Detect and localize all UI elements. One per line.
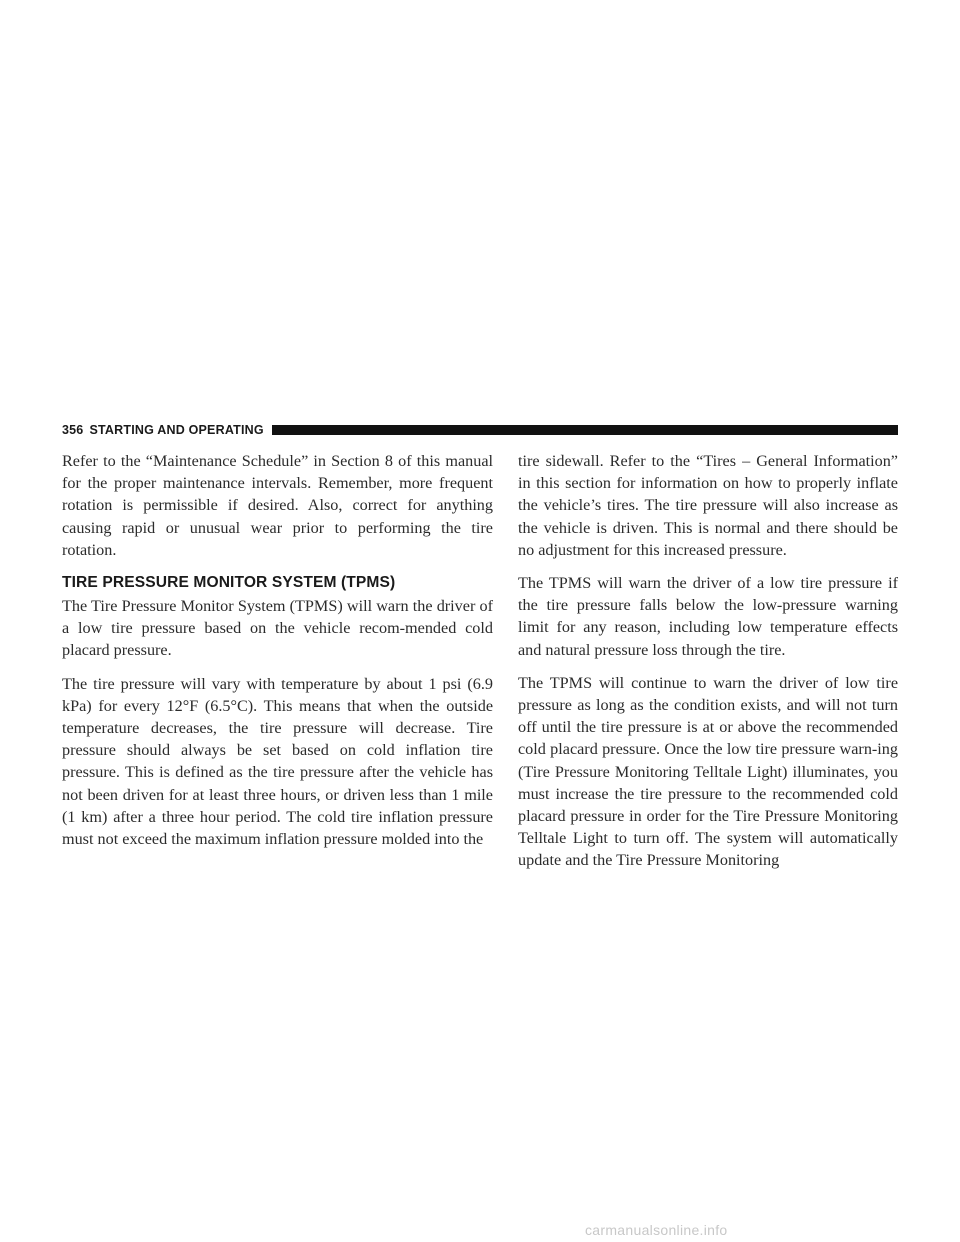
page-number: 356 xyxy=(62,423,84,437)
paragraph-telltale-light: The TPMS will continue to warn the driver of low tire pressure as long as the condition exists, and will not turn off until the tire pressure is at or above the recommended cold placard pressure. Once the low tire pressure warn-ing (Tire Pressure Monitoring Telltale Light) illuminates, you must increase the tire pressure to the recommended cold placard pressure in order for the Tire Pressure Monitoring Telltale Light to turn off. The system will automatically update and the Tire Pressure Monitoring xyxy=(518,673,898,870)
paragraph-temperature: The tire pressure will vary with temperature by about 1 psi (6.9 kPa) for every 12°F (6.5°C). This means that when the outside temperature decreases, the tire pressure will decrease. Tire pressure should always be set based on cold inflation tire pressure. This is defined as the tire pressure after the vehicle has not been driven for at least three hours, or driven less than 1 mile (1 km) after a three hour period. The cold tire inflation pressure must not exceed the maximum inflation pressure molded into the xyxy=(62,674,493,849)
left-column xyxy=(62,450,493,861)
paragraph-sidewall: tire sidewall. Refer to the “Tires – General Information” in this section for information on how to properly inflate the vehicle’s tires. The tire pressure will also increase as the vehicle is driven. This is normal and there should be no adjustment for this increased pressure. xyxy=(518,452,898,559)
header-rule xyxy=(272,425,898,435)
paragraph-low-pressure-warning: The TPMS will warn the driver of a low tire pressure if the tire pressure falls below the low-pressure warning limit for any reason, including low temperature effects and natural pressure loss through the tire. xyxy=(518,574,898,659)
page-header xyxy=(62,422,898,438)
section-heading-tpms: TIRE PRESSURE MONITOR SYSTEM (TPMS) xyxy=(62,574,396,592)
paragraph-maintenance-schedule: Refer to the “Maintenance Schedule” in Section 8 of this manual for the proper maintenance intervals. Remember, more frequent rotation is permissible if desired. Also, correct for anything causing rapid or unusual wear prior to performing the tire rotation. xyxy=(62,452,493,559)
section-title: STARTING AND OPERATING xyxy=(89,423,264,437)
watermark: carmanualsonline.info xyxy=(585,1222,728,1238)
right-column xyxy=(518,450,898,883)
paragraph-tpms-intro: The Tire Pressure Monitor System (TPMS) will warn the driver of a low tire pressure based on the vehicle recom-mended cold placard pressure. xyxy=(62,597,493,660)
